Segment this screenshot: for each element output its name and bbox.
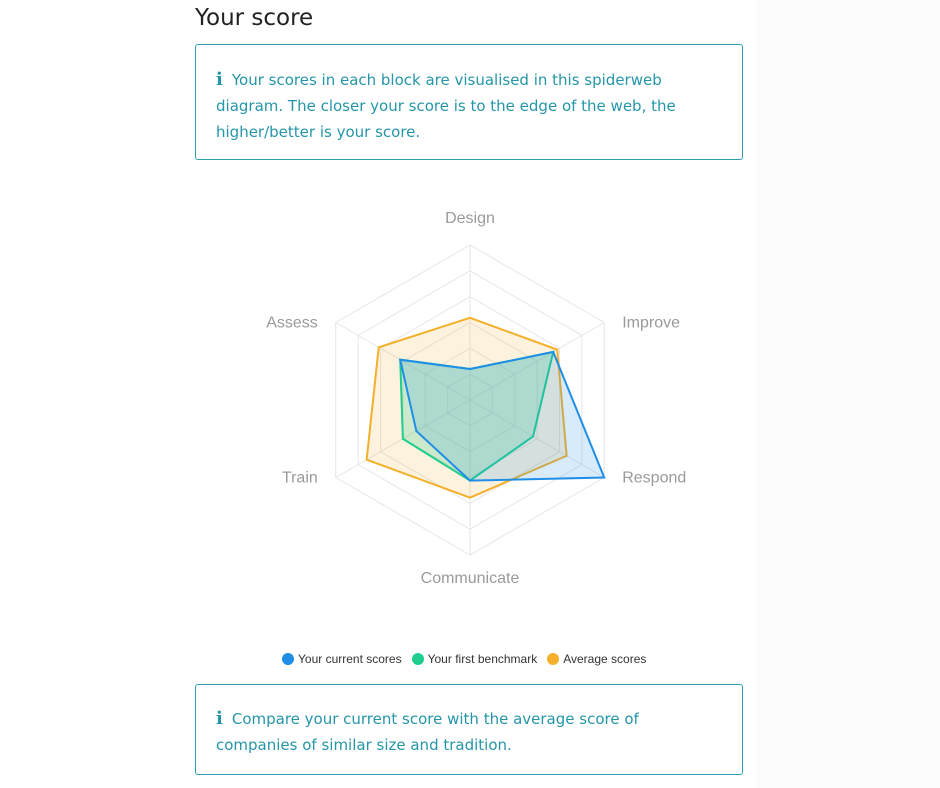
info-icon: i <box>216 69 223 90</box>
legend-label: Your first benchmark <box>427 652 538 666</box>
legend-dot-icon <box>547 653 559 665</box>
legend-item-your-current-scores[interactable] <box>282 652 402 666</box>
legend-dot-icon <box>282 653 294 665</box>
axis-label-design: Design <box>445 210 495 227</box>
page-title: Your score <box>195 5 314 31</box>
axis-label-train: Train <box>281 469 318 487</box>
axis-label-assess: Assess <box>266 314 318 332</box>
legend-label: Your current scores <box>298 652 402 666</box>
info-box-compare <box>195 684 743 775</box>
legend-label: Average scores <box>563 652 647 666</box>
info-text-spiderweb: Your scores in each block are visualised in this spiderweb diagram. The closer your score is to the edge of the web, the higher/better is your score. <box>216 71 676 141</box>
legend-item-your-first-benchmark[interactable] <box>412 652 538 666</box>
legend-item-average-scores[interactable] <box>547 652 646 666</box>
info-text-compare: Compare your current score with the average score of companies of similar size and tradition. <box>216 710 639 754</box>
info-icon: i <box>216 708 223 729</box>
axis-label-improve: Improve <box>622 314 681 332</box>
chart-legend <box>282 650 656 668</box>
axis-label-respond: Respond <box>622 469 687 487</box>
axis-label-communicate: Communicate <box>420 570 520 587</box>
legend-dot-icon <box>412 653 424 665</box>
